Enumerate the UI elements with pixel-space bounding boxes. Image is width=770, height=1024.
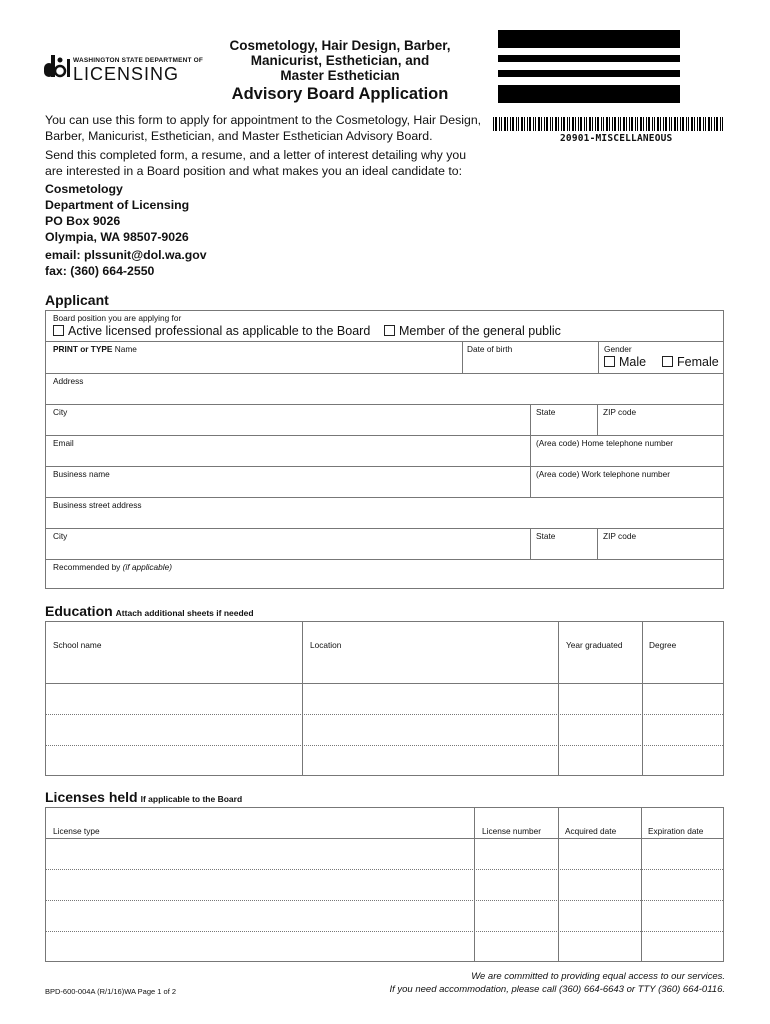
intro-paragraph: You can use this form to apply for appointment to the Cosmetology, Hair Design, Barber, Manicurist, Esthetician, and Master Esthetician Advisory Board.	[45, 113, 482, 143]
licenses-table	[45, 807, 724, 962]
instructions-paragraph: Send this completed form, a resume, and a letter of interest detailing why you are interested in a Board position and what makes you an ideal candidate to:	[45, 148, 467, 178]
position-public-option[interactable]: Member of the general public	[384, 324, 561, 338]
home-phone-label: (Area code) Home telephone number	[536, 438, 673, 448]
public-checkbox[interactable]	[384, 325, 395, 336]
city2-label: City	[53, 531, 68, 541]
position-label: Board position you are applying for	[53, 313, 182, 323]
gender-label: Gender	[604, 344, 632, 354]
city-label: City	[53, 407, 68, 417]
applicant-heading: Applicant	[45, 292, 109, 308]
accessibility-notice: We are committed to providing equal access to our services. If you need accommodation, please call (360) 664-6643 or TTY (360) 664-0116.	[389, 971, 725, 995]
gender-female-option[interactable]: Female	[662, 355, 719, 369]
education-heading: Education Attach additional sheets if needed	[45, 603, 254, 619]
dol-logo-icon	[44, 53, 72, 84]
business-address-label: Business street address	[53, 500, 142, 510]
form-id: BPD-600-004A (R/1/16)WA Page 1 of 2	[45, 987, 177, 996]
female-checkbox[interactable]	[662, 356, 673, 367]
logo-licensing-text: LICENSING	[73, 64, 180, 84]
email-label: Email	[53, 438, 74, 448]
education-table	[45, 621, 724, 776]
dob-label: Date of birth	[467, 344, 513, 354]
active-checkbox[interactable]	[53, 325, 64, 336]
license-type-header: License type	[53, 826, 100, 836]
zip-label: ZIP code	[603, 407, 637, 417]
form-subtitle: Cosmetology, Hair Design, Barber, Manicurist, Esthetician, and Master Esthetician	[229, 38, 451, 83]
contact-info: email: plssunit@dol.wa.gov fax: (360) 664-2550	[45, 248, 207, 278]
school-name-header: School name	[53, 640, 102, 650]
state-label: State	[536, 407, 556, 417]
location-header: Location	[310, 640, 342, 650]
name-label: PRINT or TYPE Name	[53, 344, 137, 354]
form-title: Advisory Board Application	[231, 85, 449, 103]
zip2-label: ZIP code	[603, 531, 637, 541]
logo-agency-text: WASHINGTON STATE DEPARTMENT OF	[73, 57, 204, 64]
acquired-date-header: Acquired date	[565, 826, 617, 836]
work-phone-label: (Area code) Work telephone number	[536, 469, 671, 479]
business-name-label: Business name	[53, 469, 110, 479]
recommended-label: Recommended by (if applicable)	[53, 562, 172, 572]
year-graduated-header: Year graduated	[566, 640, 623, 650]
gender-male-option[interactable]: Male	[604, 355, 646, 369]
mailing-address: Cosmetology Department of Licensing PO Box 9026 Olympia, WA 98507-9026	[45, 182, 190, 244]
barcode-text: 20901-MISCELLANEOUS	[560, 133, 673, 144]
expiration-date-header: Expiration date	[648, 826, 704, 836]
position-active-option[interactable]: Active licensed professional as applicable to the Board	[53, 324, 370, 338]
male-checkbox[interactable]	[604, 356, 615, 367]
applicant-section	[45, 310, 724, 589]
address-label: Address	[53, 376, 84, 386]
degree-header: Degree	[649, 640, 677, 650]
licenses-heading: Licenses held If applicable to the Board	[45, 789, 243, 805]
state2-label: State	[536, 531, 556, 541]
license-number-header: License number	[482, 826, 542, 836]
